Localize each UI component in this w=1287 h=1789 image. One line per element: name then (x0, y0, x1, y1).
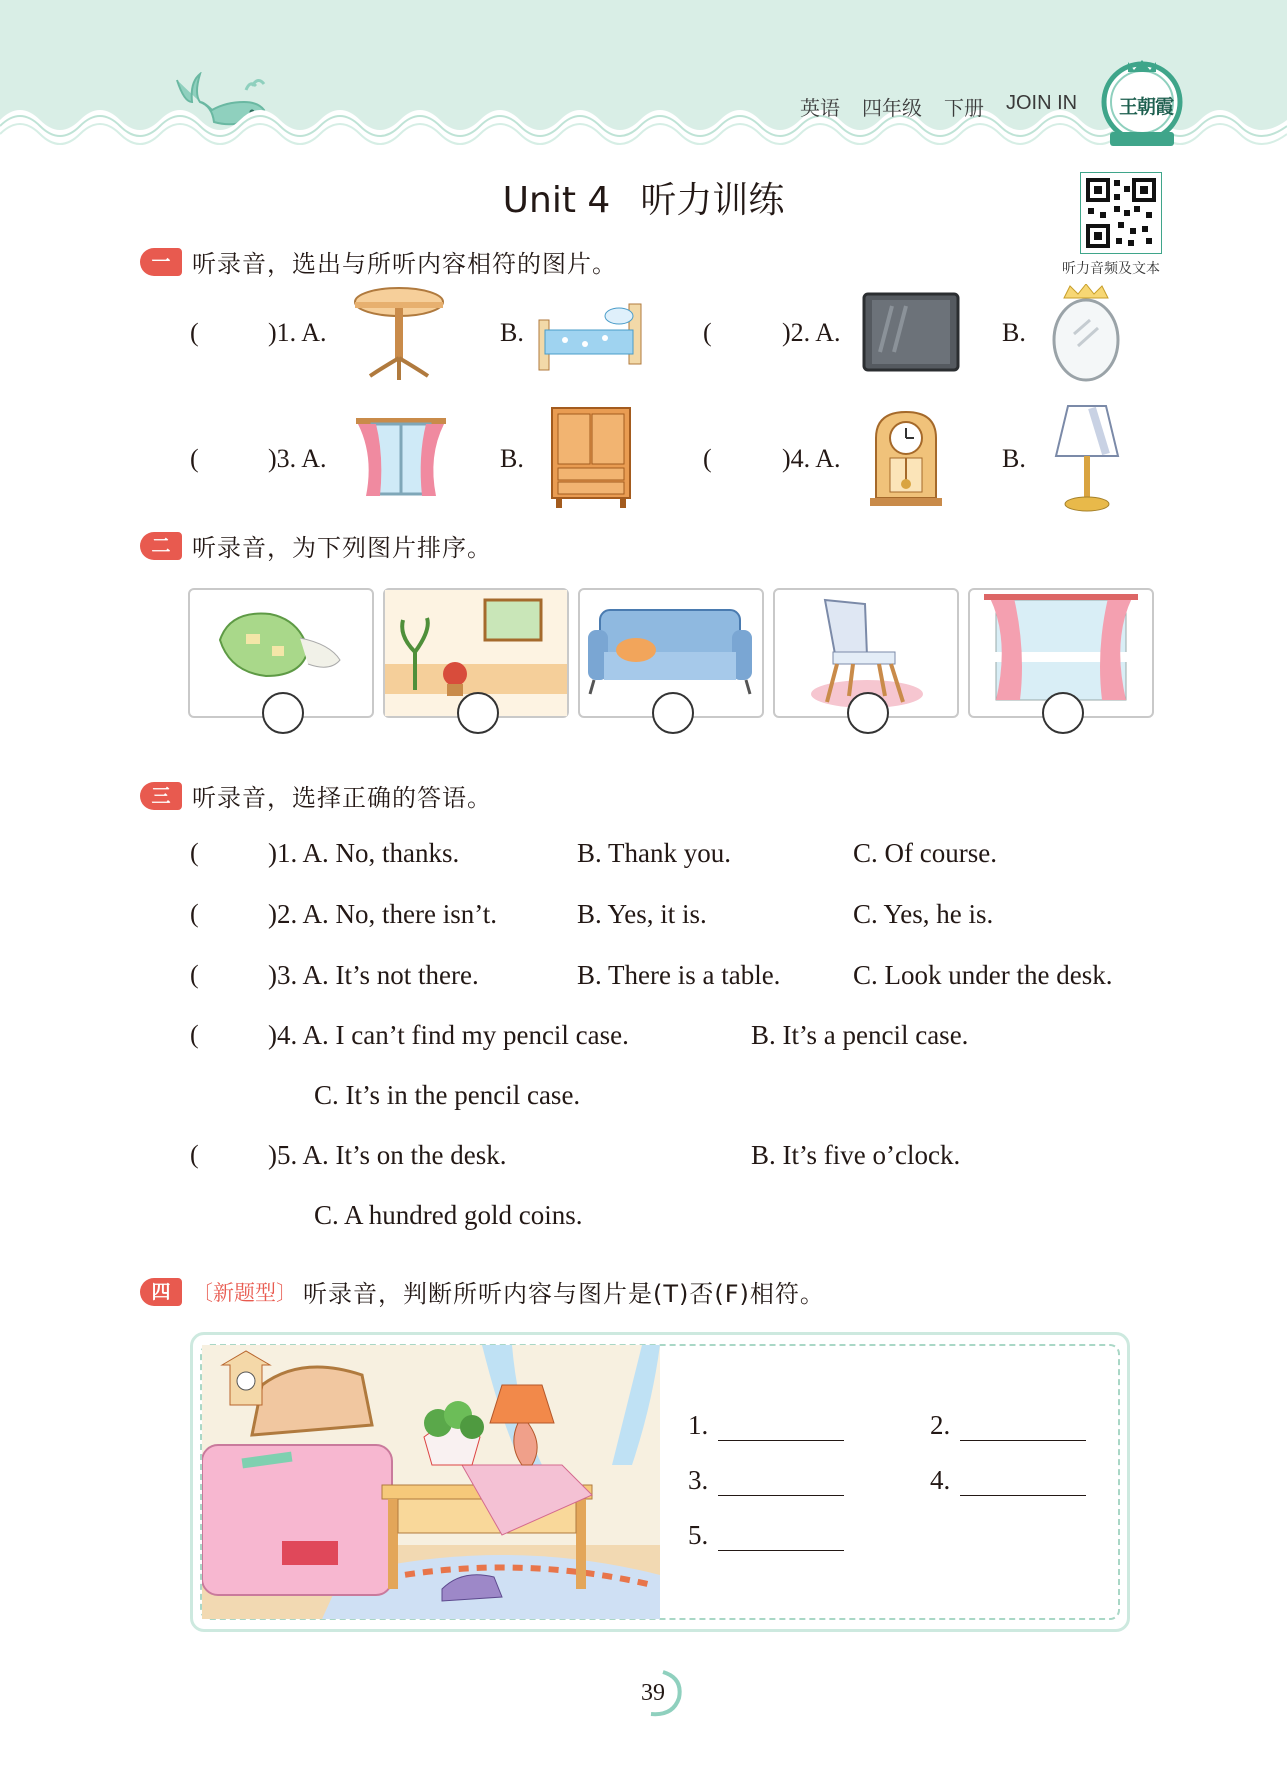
unit-name: 听力训练 (640, 180, 785, 221)
item-number: )1. A. (268, 318, 327, 347)
header-series: JOIN IN (1006, 92, 1078, 114)
answer-paren[interactable]: ( (190, 1140, 199, 1169)
header-volume: 下册 (944, 98, 984, 120)
section1-instruction: 听录音，选出与所听内容相符的图片。 (192, 250, 617, 278)
answer-paren[interactable]: ( (190, 1020, 199, 1049)
answer-blank-1[interactable] (688, 1410, 844, 1441)
section3-instruction: 听录音，选择正确的答语。 (192, 784, 492, 812)
answer-paren[interactable]: ( (190, 318, 199, 347)
answer-blank-4[interactable] (930, 1465, 1086, 1496)
clock-icon[interactable] (868, 408, 944, 508)
q4-option-b: B. It’s a pencil case. (751, 1020, 969, 1050)
q5-option-a: )5. A. It’s on the desk. (268, 1140, 507, 1170)
answer-blank-5[interactable] (688, 1520, 844, 1551)
tv-icon[interactable] (862, 292, 960, 378)
q1-option-b: B. Thank you. (577, 838, 731, 868)
section2-instruction: 听录音，为下列图片排序。 (192, 534, 492, 562)
section2-heading (140, 528, 492, 563)
option-b-label: B. (1002, 444, 1026, 473)
answer-paren[interactable]: ( (190, 899, 199, 928)
section4-badge: 四 (140, 1278, 182, 1306)
section1-heading (140, 244, 617, 279)
answer-paren[interactable]: ( (190, 444, 199, 473)
q4-option-c: C. It’s in the pencil case. (314, 1080, 581, 1110)
q3-option-b: B. There is a table. (577, 960, 781, 990)
q4-option-a: )4. A. I can’t find my pencil case. (268, 1020, 629, 1050)
section1-badge: 一 (140, 248, 182, 276)
q2-option-c: C. Yes, he is. (853, 899, 994, 929)
order-circle[interactable] (847, 692, 889, 734)
header-subject: 英语 (800, 98, 840, 120)
item-number: )2. A. (782, 318, 841, 347)
q2-option-b: B. Yes, it is. (577, 899, 707, 929)
page-number: 39 (641, 1680, 665, 1706)
section3-heading (140, 778, 492, 813)
item-number: )3. A. (268, 444, 327, 473)
option-b-label: B. (500, 318, 524, 347)
answer-paren[interactable]: ( (190, 960, 199, 989)
order-circle[interactable] (1042, 692, 1084, 734)
blank-number: 3. (688, 1465, 709, 1495)
section2-badge: 二 (140, 532, 182, 560)
bedroom-scene-illustration (202, 1345, 660, 1619)
bed-icon[interactable] (535, 290, 645, 372)
brand-logo-text: 王朝霞 (1119, 96, 1174, 118)
q1-option-a: )1. A. No, thanks. (268, 838, 460, 868)
blank-number: 5. (688, 1520, 709, 1550)
q5-option-c: C. A hundred gold coins. (314, 1200, 583, 1230)
item-number: )4. A. (782, 444, 841, 473)
mirror-icon[interactable] (1048, 284, 1124, 384)
order-circle[interactable] (652, 692, 694, 734)
blank-number: 4. (930, 1465, 951, 1495)
answer-blank-2[interactable] (930, 1410, 1086, 1441)
window-icon[interactable] (354, 416, 448, 500)
unit-label: Unit 4 (502, 180, 611, 221)
blank-number: 2. (930, 1410, 951, 1440)
option-b-label: B. (1002, 318, 1026, 347)
section4-heading (140, 1274, 825, 1309)
answer-paren[interactable]: ( (703, 318, 712, 347)
q2-option-a: )2. A. No, there isn’t. (268, 899, 497, 929)
qr-code-icon[interactable] (1080, 172, 1162, 254)
section3-badge: 三 (140, 782, 182, 810)
qr-caption: 听力音频及文本 (1062, 261, 1160, 277)
q3-option-a: )3. A. It’s not there. (268, 960, 479, 990)
q1-option-c: C. Of course. (853, 838, 997, 868)
header-grade: 四年级 (862, 98, 922, 120)
q3-option-c: C. Look under the desk. (853, 960, 1113, 990)
page-header (0, 0, 1287, 160)
answer-paren[interactable]: ( (703, 444, 712, 473)
blank-number: 1. (688, 1410, 709, 1440)
order-circle[interactable] (262, 692, 304, 734)
order-circle[interactable] (457, 692, 499, 734)
q5-option-b: B. It’s five o’clock. (751, 1140, 961, 1170)
header-meta (800, 92, 1077, 121)
floor-lamp-icon[interactable] (1052, 402, 1122, 514)
answer-paren[interactable]: ( (190, 838, 199, 867)
header-wave-border (0, 100, 1287, 160)
new-question-tag: 〔新题型〕 (192, 1280, 297, 1305)
wardrobe-icon[interactable] (548, 404, 634, 510)
round-table-icon[interactable] (352, 284, 446, 382)
section4-instruction: 听录音，判断所听内容与图片是(T)否(F)相符。 (303, 1280, 825, 1308)
answer-blank-3[interactable] (688, 1465, 844, 1496)
option-b-label: B. (500, 444, 524, 473)
